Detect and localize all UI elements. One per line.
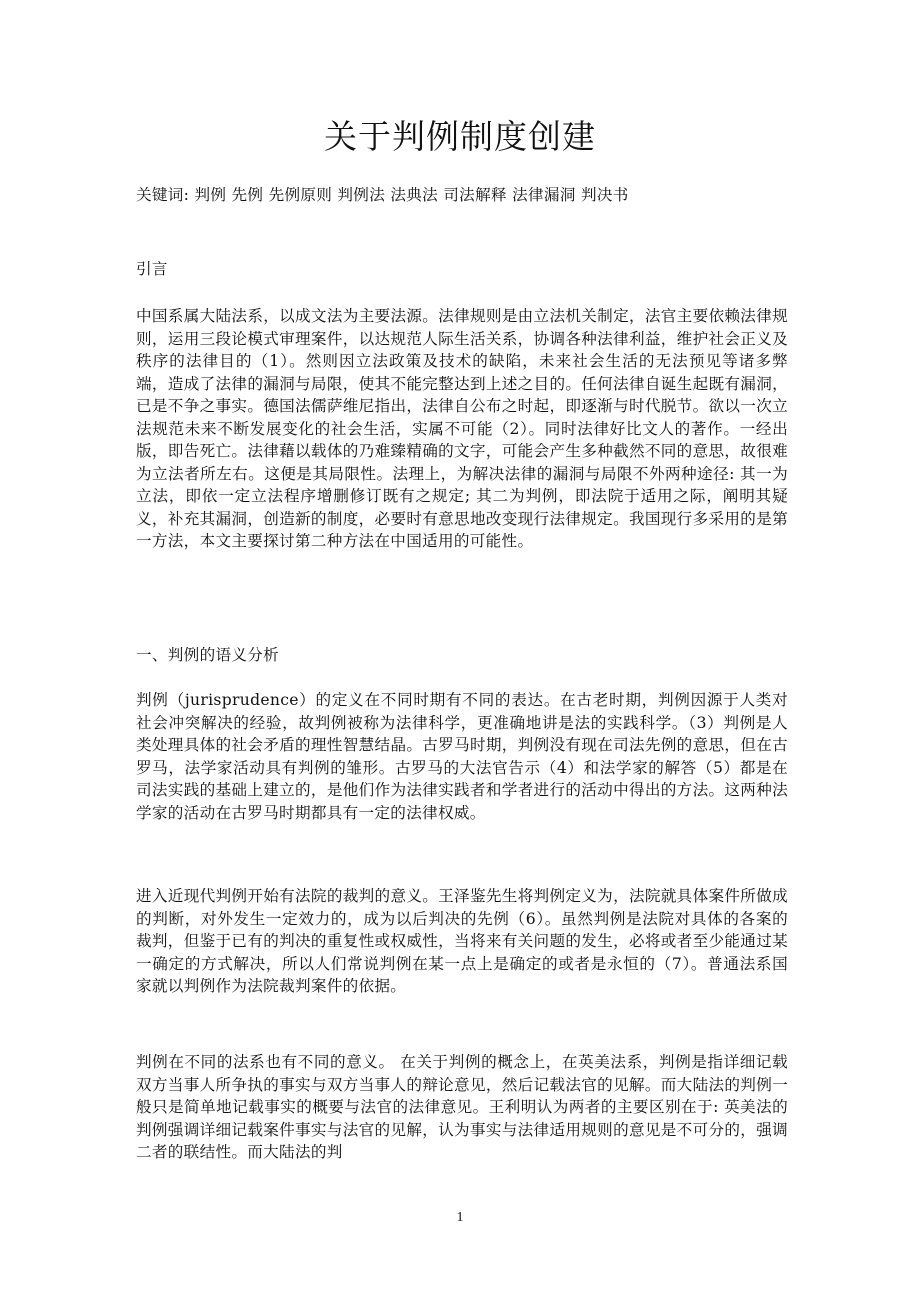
intro-heading: 引言 (136, 260, 168, 278)
page-number: 1 (456, 1210, 464, 1225)
intro-paragraph: 中国系属大陆法系，以成文法为主要法源。法律规则是由立法机关制定，法官主要依赖法律规则，运用三段论模式审理案件，以达规范人际生活关系，协调各种法律利益，维护社会正义及秩序的法律目的（1）。然则因立法政策及技术的缺陷，未来社会生活的无法预见等诸多弊端，造成了法律的漏洞与局限，使其不能完整达到上述之目的。任何法律自诞生起既有漏洞，已是不争之事实。德国法儒萨维尼指出，法律自公布之时起，即逐渐与时代脱节。欲以一次立法规范未来不断发展变化的社会生活，实属不可能（2）。同时法律好比文人的著作。一经出版，即告死亡。法律藉以载体的乃难臻精确的文字，可能会产生多种截然不同的意思，故很难为立法者所左右。这便是其局限性。法理上，为解决法律的漏洞与局限不外两种途径: 其一为立法，即依一定立法程序增删修订既有之规定; 其二为判例，即法院于适用之际，阐明其疑义，补充其漏洞，创造新的制度，必要时有意思地改变现行法律规定。我国现行多采用的是第一方法，本文主要探讨第二种方法在中国适用的可能性。 (136, 307, 788, 550)
document-title: 关于判例制度创建 (324, 117, 596, 156)
section-1-paragraph-3: 判例在不同的法系也有不同的意义。 在关于判例的概念上，在英美法系，判例是指详细记载双方当事人所争执的事实与双方当事人的辩论意见，然后记载法官的见解。而大陆法的判例一般只是简单地记载事实的概要与法官的法律意见。王利明认为两者的主要区别在于: 英美法的判例强调详细记载案件事实与法官的见解，认为事实与法律适用规则的意见是不可分的，强调二者的联结性。而大陆法的判 (136, 1053, 788, 1161)
section-1-paragraph-2: 进入近现代判例开始有法院的裁判的意义。王泽鉴先生将判例定义为，法院就具体案件所做成的判断，对外发生一定效力的，成为以后判决的先例（6）。虽然判例是法院对具体的各案的裁判，但鉴于已有的判决的重复性或权威性，当将来有关问题的发生，必将或者至少能通过某一确定的方式解决，所以人们常说判例在某一点上是确定的或者是永恒的（7）。普通法系国家就以判例作为法院裁判案件的依据。 (136, 887, 788, 995)
section-1-paragraph-1: 判例（jurisprudence）的定义在不同时期有不同的表达。在古老时期，判例因源于人类对社会冲突解决的经验，故判例被称为法律科学，更准确地讲是法的实践科学。（3）判例是人类处理具体的社会矛盾的理性智慧结晶。古罗马时期，判例没有现在司法先例的意思，但在古罗马，法学家活动具有判例的雏形。古罗马的大法官告示（4）和法学家的解答（5）都是在司法实践的基础上建立的，是他们作为法律实践者和学者进行的活动中得出的方法。这两种法学家的活动在古罗马时期都具有一定的法律权威。 (136, 691, 788, 822)
keywords-line: 关键词: 判例 先例 先例原则 判例法 法典法 司法解释 法律漏洞 判决书 (136, 186, 629, 204)
section-1-heading: 一、判例的语义分析 (136, 646, 280, 664)
